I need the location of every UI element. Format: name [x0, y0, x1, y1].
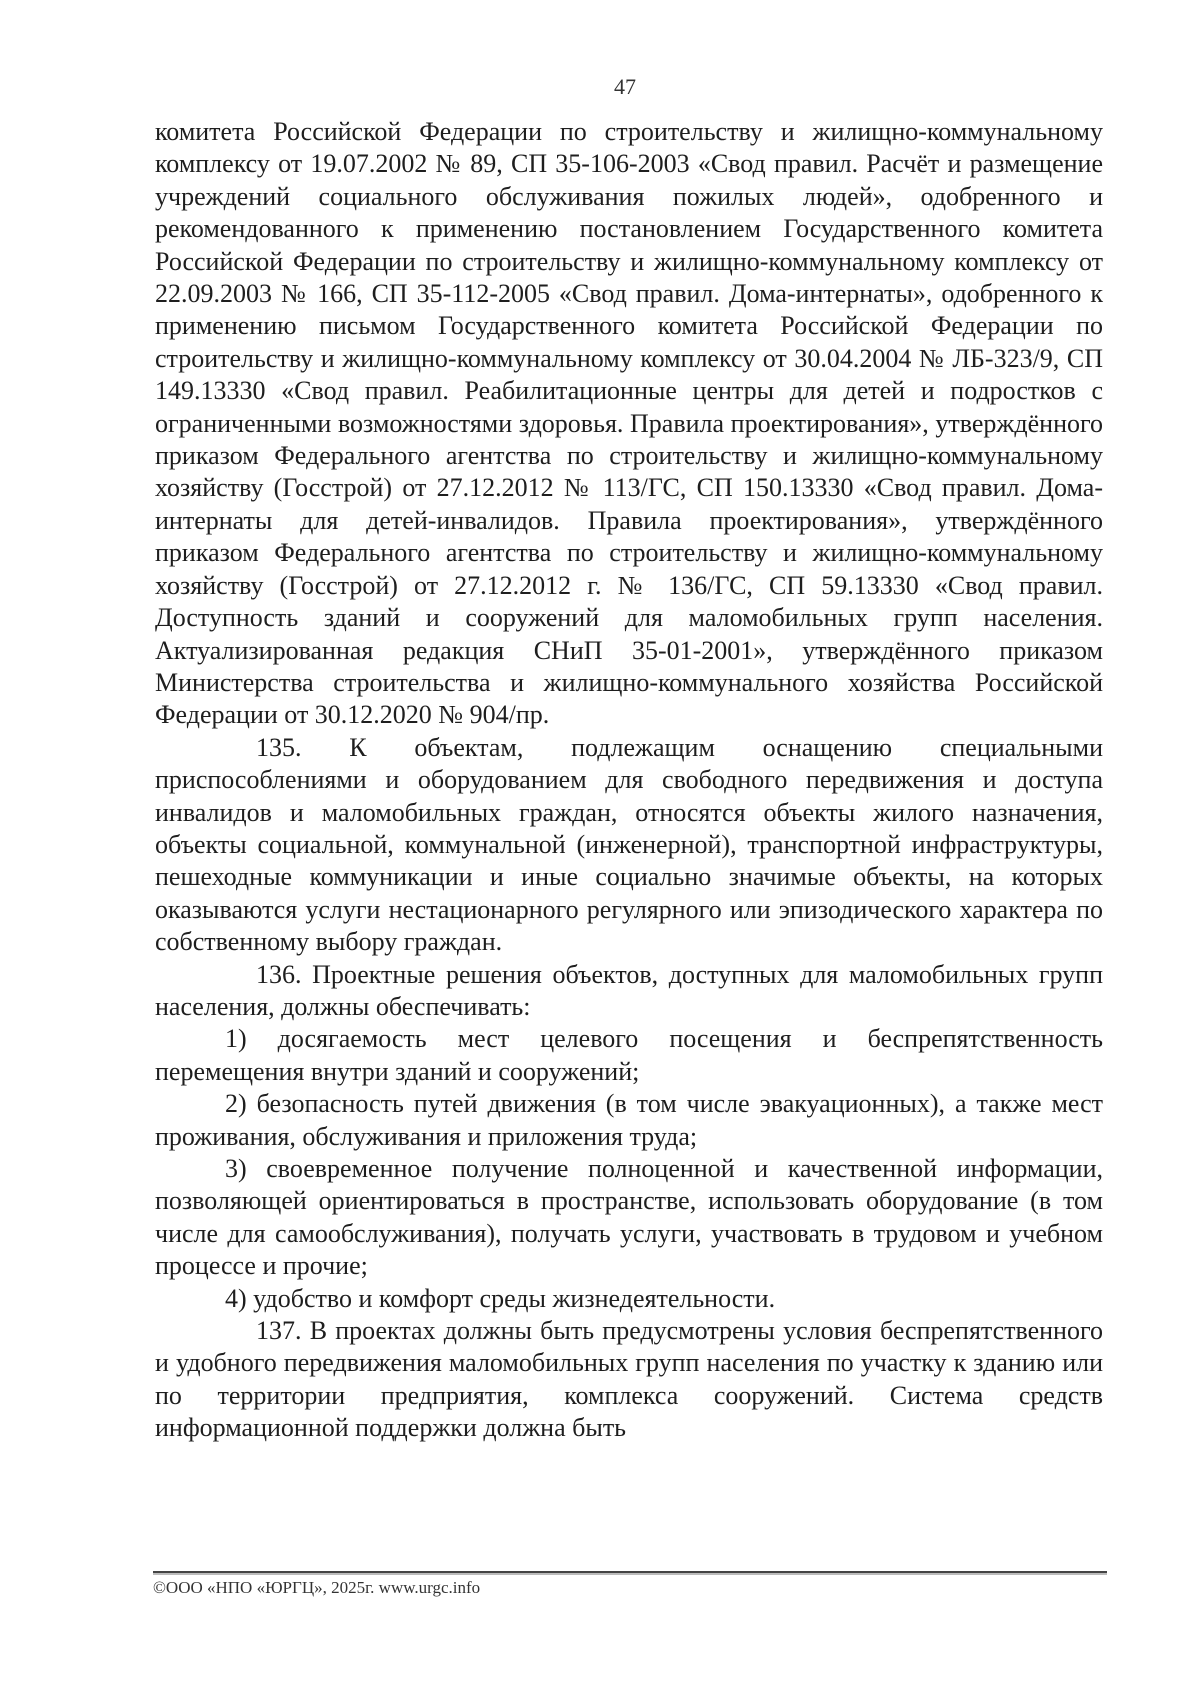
footer-divider [153, 1571, 1107, 1573]
paragraph-continuation: комитета Российской Федерации по строительству и жилищно-коммунальному комплексу от 19.07.2002 № 89, СП 35-106-2003 «Свод правил. Расчёт и размещение учреждений социального обслуживания пожилых людей», одобренного и рекомендованного к применению постановлением Государственного комитета Российской Федерации по строительству и жилищно-коммунальному комплексу от 22.09.2003 № 166, СП 35-112-2005 «Свод правил. Дома-интернаты», одобренного к применению письмом Государственного комитета Российской Федерации по строительству и жилищно-коммунальному комплексу от 30.04.2004 № ЛБ-323/9, СП 149.13330 «Свод правил. Реабилитационные центры для детей и подростков с ограниченными возможностями здоровья. Правила проектирования», утверждённого приказом Федерального агентства по строительству и жилищно-коммунальному хозяйству (Госстрой) от 27.12.2012 № 113/ГС, СП 150.13330 «Свод правил. Дома-интернаты для детей-инвалидов. Правила проектирования», утверждённого приказом Федерального агентства по строительству и жилищно-коммунальному хозяйству (Госстрой) от 27.12.2012 г. № 136/ГС, СП 59.13330 «Свод правил. Доступность зданий и сооружений для маломобильных групп населения. Актуализированная редакция СНиП 35-01-2001», утверждённого приказом Министерства строительства и жилищно-коммунального хозяйства Российской Федерации от 30.12.2020 № 904/пр. [155, 117, 1103, 730]
paragraph-136: 136. Проектные решения объектов, доступных для маломобильных групп населения, должны обеспечивать: [155, 959, 1103, 1021]
list-item-3: 3) своевременное получение полноценной и качественной информации, позволяющей ориентироваться в пространстве, использовать оборудование (в том числе для самообслуживания), получать услуги, участвовать в трудовом и учебном процессе и прочие; [155, 1154, 1103, 1281]
list-item-4: 4) удобство и комфорт среды жизнедеятельности. [225, 1283, 776, 1313]
list-item-2: 2) безопасность путей движения (в том числе эвакуационных), а также мест проживания, обслуживания и приложения труда; [155, 1089, 1103, 1151]
paragraph-137: 137. В проектах должны быть предусмотрены условия беспрепятственного и удобного передвижения маломобильных групп населения по участку к зданию или по территории предприятия, комплекса сооружений. Система средств информационной поддержки должна быть [155, 1316, 1103, 1443]
footer-copyright: ©ООО «НПО «ЮРГЦ», 2025г. www.urgc.info [153, 1578, 481, 1597]
document-body [155, 116, 1103, 1445]
page-number: 47 [614, 74, 636, 99]
paragraph-135: 135. К объектам, подлежащим оснащению специальными приспособлениями и оборудованием для свободного передвижения и доступа инвалидов и маломобильных граждан, относятся объекты жилого назначения, объекты социальной, коммунальной (инженерной), транспортной инфраструктуры, пешеходные коммуникации и иные социально значимые объекты, на которых оказываются услуги нестационарного регулярного или эпизодического характера по собственному выбору граждан. [155, 732, 1103, 957]
list-item-1: 1) досягаемость мест целевого посещения и беспрепятственность перемещения внутри зданий и сооружений; [155, 1024, 1103, 1086]
